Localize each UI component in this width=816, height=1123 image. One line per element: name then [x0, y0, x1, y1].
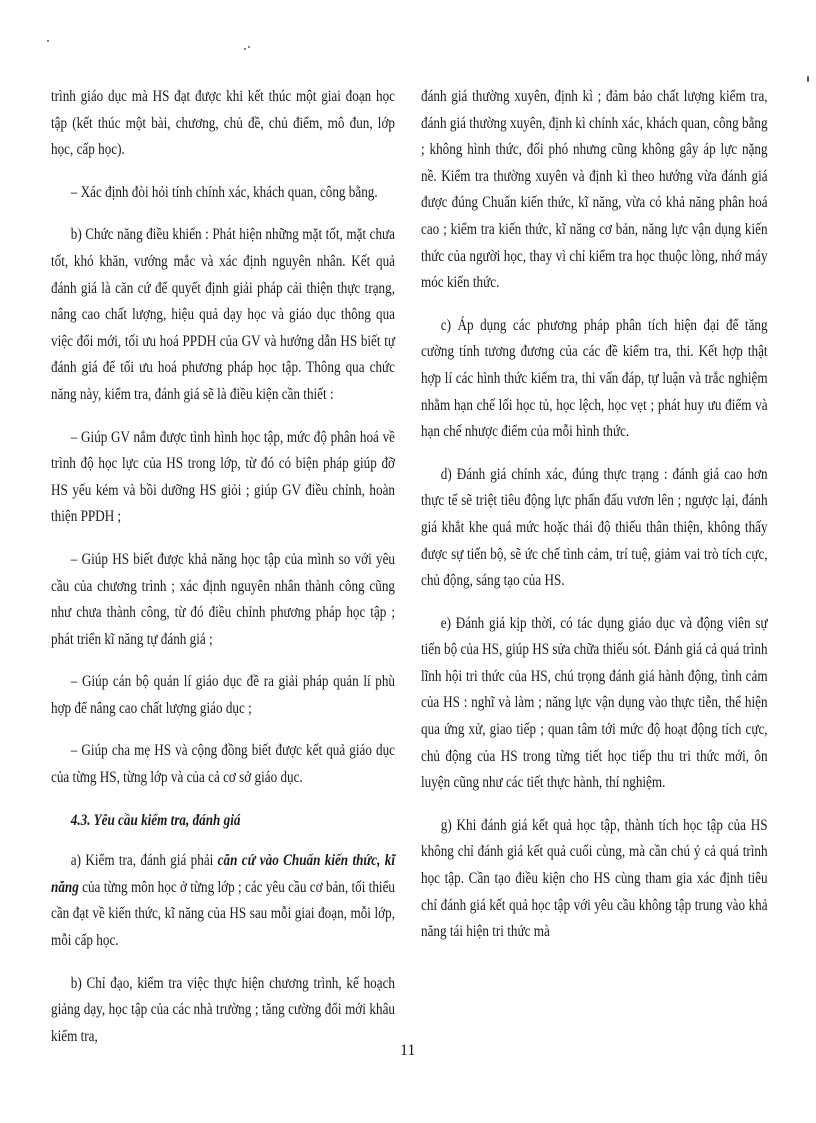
paragraph: – Giúp cán bộ quản lí giáo dục đề ra giải pháp quản lí phù hợp để nâng cao chất lượng giáo dục ; [51, 673, 395, 717]
emphasis-text: căn cứ vào Chuẩn kiến thức, kĩ năng [51, 852, 395, 896]
paragraph: g) Khi đánh giá kết quả học tập, thành tích học tập của HS không chỉ đánh giá kết quả cuối cùng, mà cần chú ý cả quá trình học tập. Cần tạo điều kiện cho HS cùng tham gia xác định tiêu chí đánh giá kết quả học tập với yêu cầu không tập trung vào khả năng tái hiện tri thức mà [421, 816, 768, 941]
paragraph-text: a) Kiểm tra, đánh giá phải [70, 852, 218, 870]
left-column [51, 84, 395, 1066]
page-number: 11 [400, 1042, 416, 1059]
paragraph: – Giúp HS biết được khả năng học tập của mình so với yêu cầu của chương trình ; xác định nguyên nhân thành công cũng như chưa thành công, từ đó điều chỉnh phương pháp học tập ; phát triển kĩ năng tự đánh giá ; [51, 550, 395, 648]
paragraph: e) Đánh giá kịp thời, có tác dụng giáo dục và động viên sự tiến bộ của HS, giúp HS sửa chữa thiếu sót. Đánh giá cả quá trình lĩnh hội tri thức của HS, chú trọng đánh giá hành động, tình cảm của HS : nghĩ và làm ; năng lực vận dụng vào thực tiễn, thể hiện qua ứng xử, giao tiếp ; quan tâm tới mức độ hoạt động tích cực, chủ động của HS trong từng tiết học tiếp thu tri thức mới, ôn luyện cũng như các tiết thực hành, thí nghiệm. [421, 614, 768, 792]
scan-speck [248, 46, 250, 48]
paragraph: đánh giá thường xuyên, định kì ; đảm bảo chất lượng kiểm tra, đánh giá thường xuyên, định kì chính xác, khách quan, công bằng ; không hình thức, đối phó nhưng cũng không gây áp lực nặng nề. Kiểm tra thường xuyên và định kì theo hướng vừa đánh giá được đúng Chuẩn kiến thức, kĩ năng, vừa có khả năng phân hoá cao ; kiểm tra kiến thức, kĩ năng cơ bản, năng lực vận dụng kiến thức của người học, thay vì chỉ kiểm tra học thuộc lòng, nhớ máy móc kiến thức. [421, 88, 768, 292]
scan-speck [244, 48, 246, 50]
right-column [421, 84, 768, 962]
paragraph: b) Chức năng điều khiển : Phát hiện những mặt tốt, mặt chưa tốt, khó khăn, vướng mắc và xác định nguyên nhân. Kết quả đánh giá là căn cứ để quyết định giải pháp cải thiện thực trạng, nâng cao chất lượng, hiệu quả dạy học và giáo dục thông qua việc đổi mới, tối ưu hoá PPDH của GV và hướng dẫn HS biết tự đánh giá để tối ưu hoá phương pháp học tập. Thông qua chức năng này, kiểm tra, đánh giá sẽ là điều kiện cần thiết : [51, 226, 395, 403]
paragraph: c) Áp dụng các phương pháp phân tích hiện đại để tăng cường tính tương đương của các đề kiểm tra, thi. Kết hợp thật hợp lí các hình thức kiểm tra, thi vấn đáp, tự luận và trắc nghiệm nhằm hạn chế lối học tủ, học lệch, học vẹt ; phát huy ưu điểm và hạn chế nhược điểm của mỗi hình thức. [421, 316, 768, 441]
paragraph: – Xác định đòi hỏi tính chính xác, khách quan, công bằng. [70, 183, 378, 201]
paragraph [51, 848, 395, 954]
paragraph: trình giáo dục mà HS đạt được khi kết thúc một giai đoạn học tập (kết thúc một bài, chương, chủ đề, chủ điểm, mô đun, lớp học, cấp học). [51, 88, 395, 159]
paragraph: – Giúp cha mẹ HS và cộng đồng biết được kết quả giáo dục của từng HS, từng lớp và của cả cơ sở giáo dục. [51, 742, 395, 787]
paragraph: d) Đánh giá chính xác, đúng thực trạng : đánh giá cao hơn thực tế sẽ triệt tiêu động lực phấn đấu vươn lên ; ngược lại, đánh giá khắt khe quá mức hoặc thái độ thiếu thân thiện, không thấy được sự tiến bộ, sẽ ức chế tình cảm, trí tuệ, giảm vai trò tích cực, chủ động, sáng tạo của HS. [421, 465, 768, 590]
paragraph: b) Chỉ đạo, kiểm tra việc thực hiện chương trình, kế hoạch giảng dạy, học tập của các nhà trường ; tăng cường đổi mới khâu kiểm tra, [51, 974, 395, 1045]
paragraph-text: của từng môn học ở từng lớp ; các yêu cầu cơ bản, tối thiểu cần đạt về kiến thức, kĩ năng của HS sau mỗi giai đoạn, mỗi lớp, mỗi cấp học. [51, 878, 395, 950]
scan-speck [807, 76, 809, 82]
scan-speck [47, 40, 49, 42]
paragraph: – Giúp GV nắm được tình hình học tập, mức độ phân hoá về trình độ học lực của HS trong lớp, từ đó có biện pháp giúp đỡ HS yếu kém và bồi dưỡng HS giỏi ; giúp GV điều chỉnh, hoàn thiện PPDH ; [51, 428, 395, 526]
section-heading: 4.3. Yêu cầu kiểm tra, đánh giá [70, 811, 241, 829]
